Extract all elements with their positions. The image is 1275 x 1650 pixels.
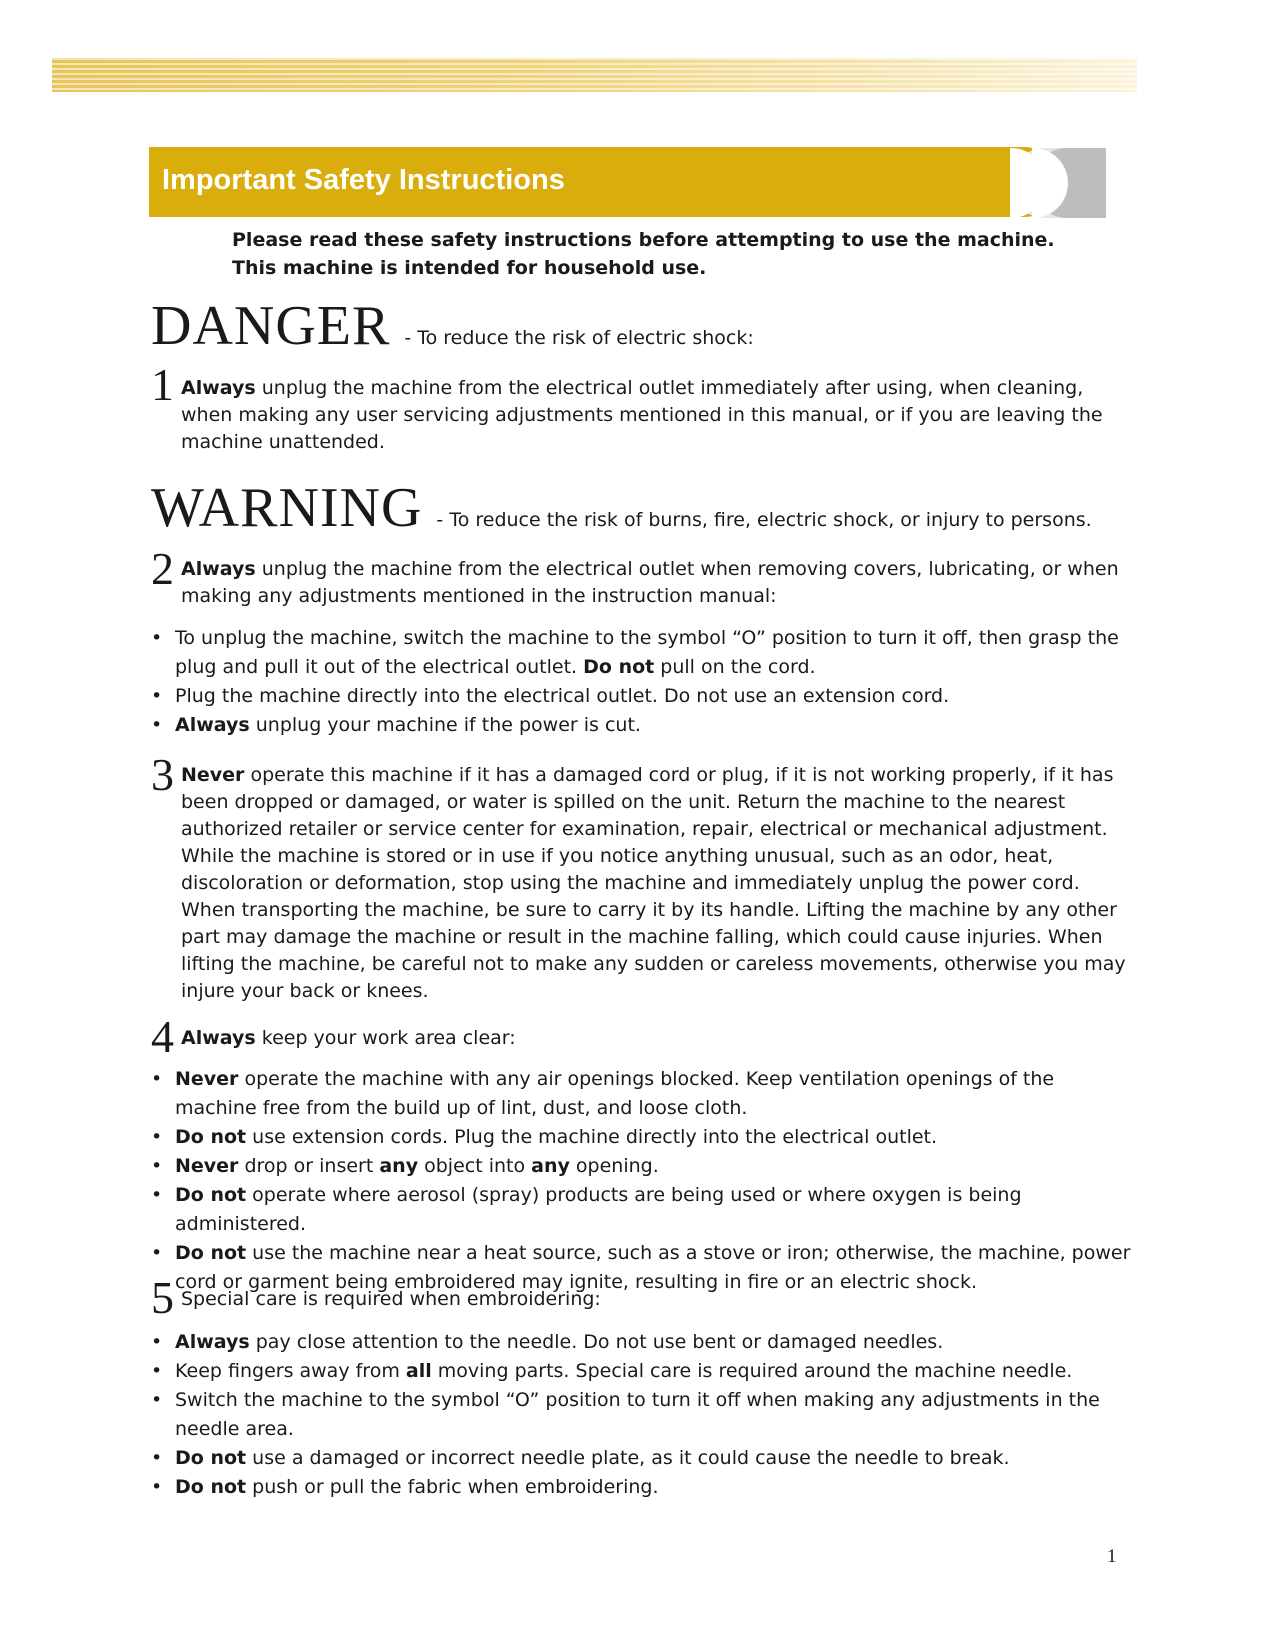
list-item: • Plug the machine directly into the electrical outlet. Do not use an extension cord. bbox=[151, 682, 1131, 711]
chevron-dark-icon bbox=[1032, 148, 1106, 218]
list-item: • Do not use a damaged or incorrect needle plate, as it could cause the needle to break. bbox=[151, 1444, 1131, 1473]
list-item: • Switch the machine to the symbol “O” position to turn it off when making any adjustments in the needle area. bbox=[151, 1386, 1131, 1444]
intro-line: Please read these safety instructions before attempting to use the machine. bbox=[232, 229, 1055, 251]
danger-heading bbox=[151, 296, 754, 356]
item-body: keep your work area clear: bbox=[255, 1027, 516, 1049]
list-item: • Do not use extension cords. Plug the machine directly into the electrical outlet. bbox=[151, 1123, 1131, 1152]
section-title: Important Safety Instructions bbox=[162, 164, 565, 196]
intro-line: This machine is intended for household use. bbox=[232, 257, 707, 279]
header-decorative-band bbox=[52, 58, 1137, 92]
list-item: • Do not operate where aerosol (spray) products are being used or where oxygen is being administered. bbox=[151, 1181, 1131, 1239]
list-item: • Never operate the machine with any air openings blocked. Keep ventilation openings of the machine free from the build up of lint, dust, and loose cloth. bbox=[151, 1065, 1131, 1123]
list-item: • Never drop or insert any object into any opening. bbox=[151, 1152, 1131, 1181]
item-text bbox=[181, 375, 1131, 456]
emphasis: Always bbox=[181, 377, 256, 399]
item-number: 4 bbox=[151, 1011, 174, 1062]
page-number: 1 bbox=[1107, 1546, 1117, 1567]
intro-note bbox=[232, 226, 1055, 282]
emphasis: Always bbox=[181, 1027, 256, 1049]
warning-heading bbox=[151, 478, 1092, 538]
item-body: unplug the machine from the electrical outlet immediately after using, when cleaning, when making any user servicing adjustments mentioned in this manual, or if you are leaving the machine unattended. bbox=[181, 377, 1103, 453]
list-item: • Always unplug your machine if the power is cut. bbox=[151, 711, 1131, 740]
bullet-list-4 bbox=[151, 1065, 1131, 1297]
emphasis: Always bbox=[181, 558, 256, 580]
list-item: • Keep fingers away from all moving parts. Special care is required around the machine needle. bbox=[151, 1357, 1131, 1386]
warning-label: WARNING bbox=[151, 477, 423, 539]
item-number: 5 bbox=[151, 1272, 174, 1323]
list-item: • Do not push or pull the fabric when embroidering. bbox=[151, 1473, 1131, 1502]
list-item: • To unplug the machine, switch the machine to the symbol “O” position to turn it off, then grasp the plug and pull it out of the electrical outlet. Do not pull on the cord. bbox=[151, 624, 1131, 682]
item-text bbox=[181, 1025, 1131, 1052]
item-number: 2 bbox=[151, 543, 174, 594]
bullet-list-5 bbox=[151, 1328, 1131, 1502]
bullet-list-2 bbox=[151, 624, 1131, 740]
danger-label: DANGER bbox=[151, 295, 391, 357]
item-text bbox=[181, 762, 1131, 1005]
warning-subtitle: - To reduce the risk of burns, fire, electric shock, or injury to persons. bbox=[436, 509, 1092, 531]
item-number: 3 bbox=[151, 749, 174, 800]
item-body: unplug the machine from the electrical outlet when removing covers, lubricating, or when making any adjustments mentioned in the instruction manual: bbox=[181, 558, 1119, 607]
list-item: • Always pay close attention to the needle. Do not use bent or damaged needles. bbox=[151, 1328, 1131, 1357]
item-text: Special care is required when embroidering: bbox=[181, 1288, 601, 1310]
item-body: operate this machine if it has a damaged cord or plug, if it is not working properly, if it has been dropped or damaged, or water is spilled on the unit. Return the machine to the nearest authorized retailer or service center for examination, repair, electrical or mechanical adjustment. While the machine is stored or in use if you notice anything unusual, such as an odor, heat, discoloration or deformation, stop using the machine and immediately unplug the power cord. When transporting the machine, be sure to carry it by its handle. Lifting the machine by any other part may damage the machine or result in the machine falling, which could cause injuries. When lifting the machine, be careful not to make any sudden or careless movements, otherwise you may injure your back or knees. bbox=[181, 764, 1126, 1002]
item-number: 1 bbox=[151, 359, 174, 410]
item-text bbox=[181, 556, 1131, 610]
list-item: • Do not use the machine near a heat source, such as a stove or iron; otherwise, the machine, power cord or garment being embroidered may ignite, resulting in fire or an electric shock. bbox=[151, 1239, 1131, 1297]
emphasis: Never bbox=[181, 764, 245, 786]
danger-subtitle: - To reduce the risk of electric shock: bbox=[404, 327, 754, 349]
